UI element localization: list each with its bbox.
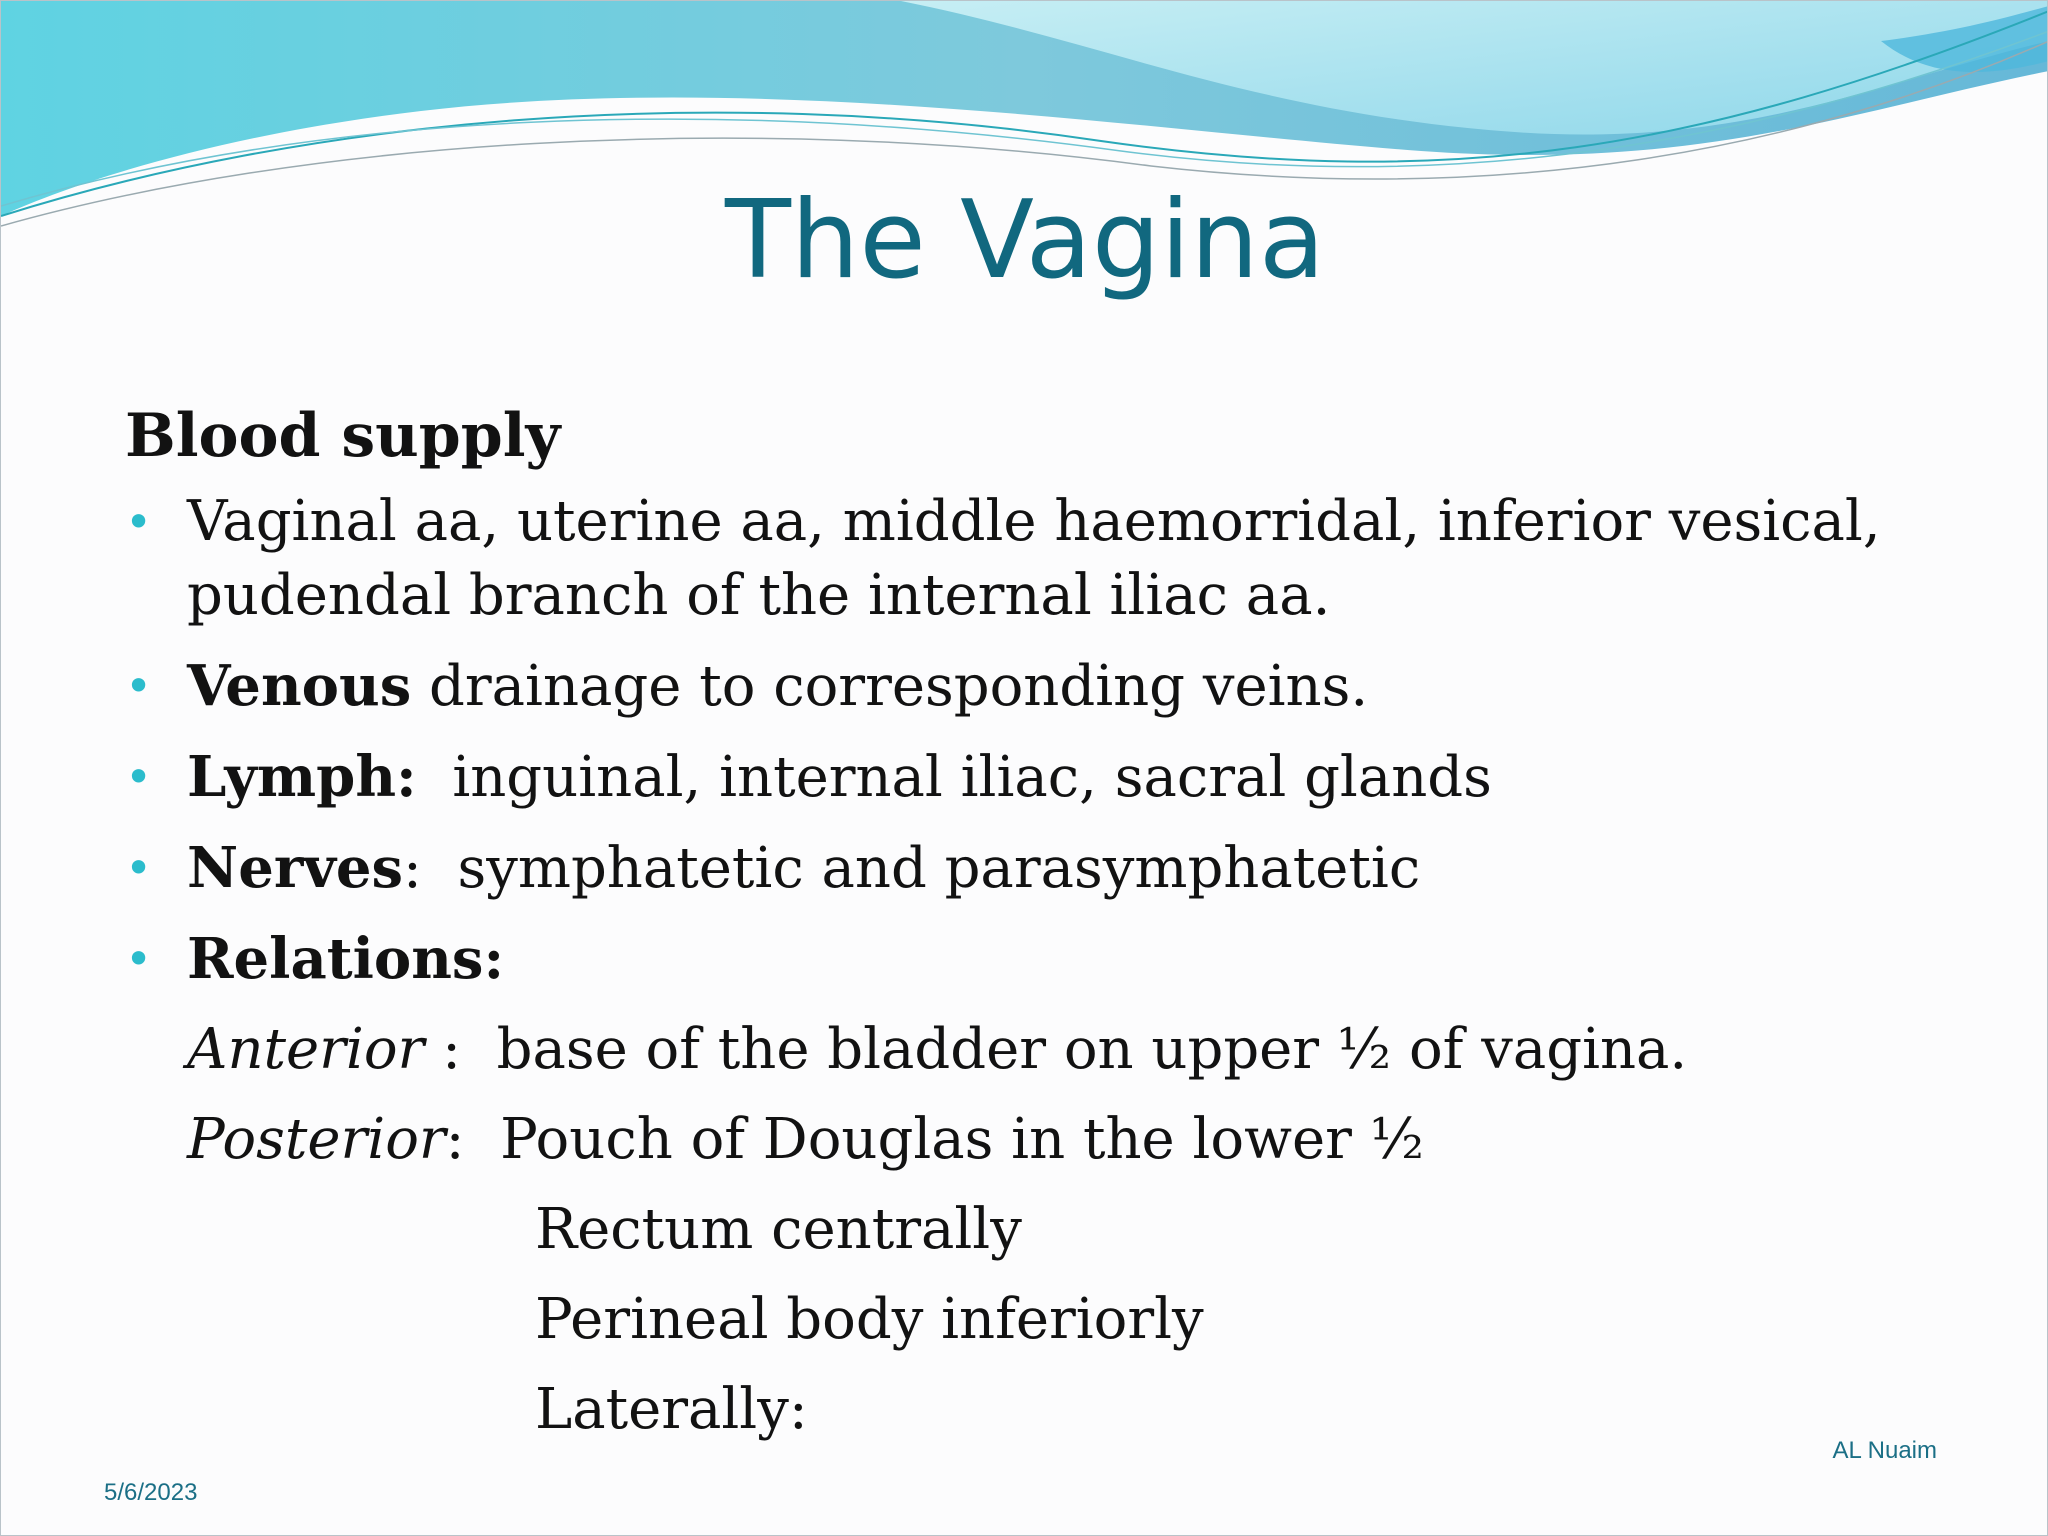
relation-label: Anterior: [187, 1017, 425, 1082]
posterior-detail: Rectum centrally: [535, 1197, 1022, 1262]
bullet-bold-term: Relations:: [187, 926, 505, 992]
bullet-dot-icon: •: [125, 750, 153, 804]
bullet-dot-icon: •: [125, 659, 153, 713]
relation-text: : Pouch of Douglas in the lower ½: [445, 1107, 1425, 1172]
bullet-text: : symphatetic and parasymphatetic: [403, 836, 1421, 901]
bullet-item-venous: [125, 649, 1985, 724]
slide-body: [125, 399, 1985, 1463]
slide-title: The Vagina: [724, 178, 1326, 303]
section-heading: Blood supply: [125, 401, 561, 471]
footer-date: 5/6/2023: [104, 1479, 198, 1506]
relation-text: : base of the bladder on upper ½ of vagina.: [424, 1017, 1688, 1082]
bullet-bold-term: Nerves: [187, 835, 404, 901]
bullet-text: Vaginal aa, uterine aa, middle haemorridal, inferior vesical, pudendal branch of the internal iliac aa.: [187, 489, 1881, 628]
footer-author: AL Nuaim: [1832, 1437, 1937, 1464]
bullet-item-nerves: [125, 831, 1985, 906]
bullet-bold-term: Lymph:: [187, 744, 417, 810]
bullet-dot-icon: •: [125, 932, 153, 986]
bullet-item-relations: [125, 922, 1985, 997]
bullet-item-lymph: [125, 740, 1985, 815]
relation-anterior: [125, 1013, 1985, 1087]
bullet-dot-icon: •: [125, 495, 153, 549]
posterior-detail: Laterally:: [535, 1377, 808, 1442]
relation-label: Posterior: [187, 1107, 446, 1172]
bullet-list: [125, 485, 1985, 997]
bullet-dot-icon: •: [125, 841, 153, 895]
posterior-detail: Perineal body inferiorly: [535, 1287, 1204, 1352]
bullet-text: drainage to corresponding veins.: [411, 654, 1369, 719]
bullet-bold-term: Venous: [187, 653, 412, 719]
relation-posterior: [125, 1103, 1985, 1177]
bullet-text: inguinal, internal iliac, sacral glands: [416, 745, 1492, 810]
bullet-item-blood-supply: [125, 485, 1985, 633]
